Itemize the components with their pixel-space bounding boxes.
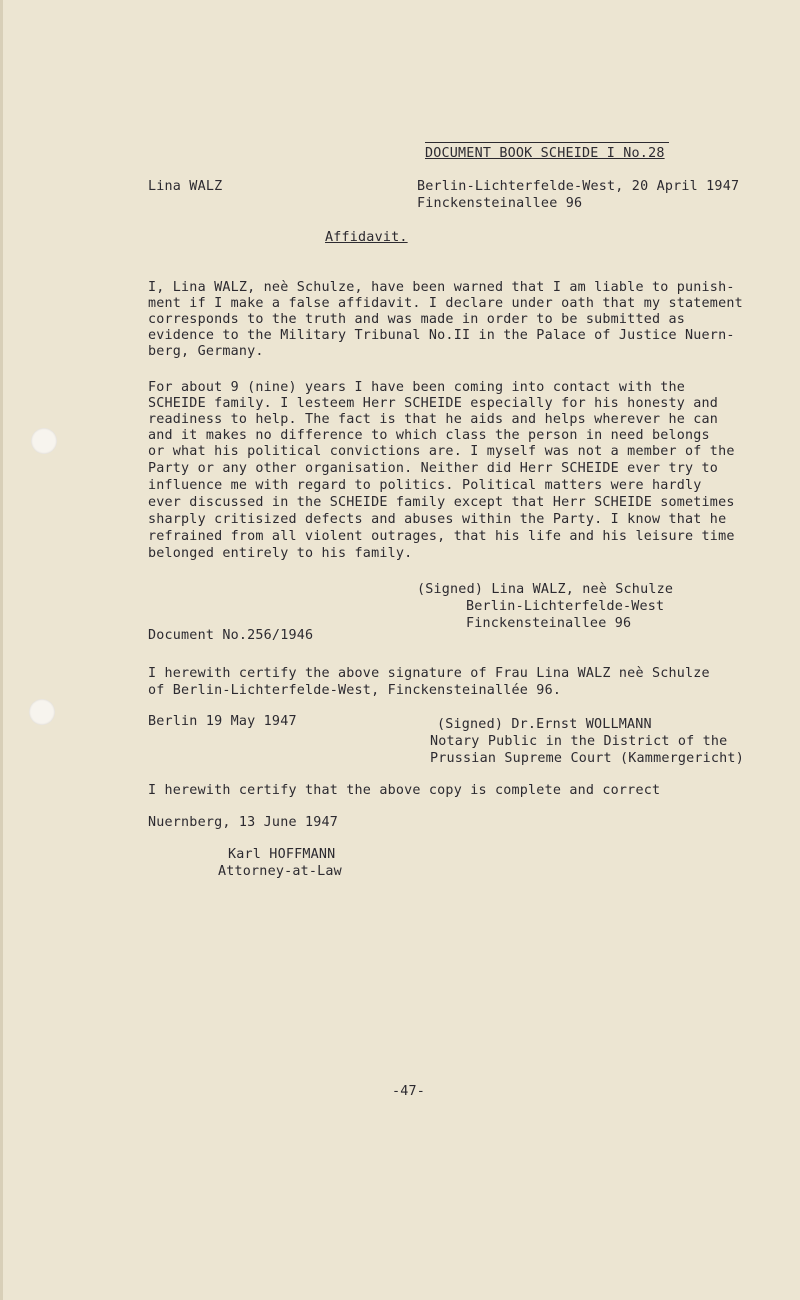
text-line: ever discussed in the SCHEIDE family except that Herr SCHEIDE sometimes [148,495,735,510]
text-line: and it makes no difference to which class the person in need belongs [148,428,710,443]
header-rule [425,142,669,143]
text-line: refrained from all violent outrages, that his life and his leisure time [148,529,735,544]
text-line: readiness to help. The fact is that he aids and helps wherever he can [148,412,719,427]
notary-date: Berlin 19 May 1947 [148,714,297,729]
document-title: Affidavit. [325,230,408,245]
punch-hole [31,428,57,454]
copy-certification: I herewith certify that the above copy is complete and correct [148,783,661,798]
text-line: SCHEIDE family. I lesteem Herr SCHEIDE especially for his honesty and [148,396,719,411]
text-line: Party or any other organisation. Neither did Herr SCHEIDE ever try to [148,461,719,476]
notary-line: Notary Public in the District of the [430,734,728,749]
street-address: Finckensteinallee 96 [417,196,583,211]
attorney-title: Attorney-at-Law [218,864,342,879]
place-date: Berlin-Lichterfelde-West, 20 April 1947 [417,179,740,194]
text-line: I, Lina WALZ, neè Schulze, have been warned that I am liable to punish- [148,280,735,295]
notary-line: Prussian Supreme Court (Kammergericht) [430,751,744,766]
certification-line: of Berlin-Lichterfelde-West, Finckensteinallée 96. [148,683,562,698]
text-line: ment if I make a false affidavit. I declare under oath that my statement [148,296,743,311]
place-date-nuernberg: Nuernberg, 13 June 1947 [148,815,339,830]
text-line: berg, Germany. [148,344,264,359]
certification-line: I herewith certify the above signature of Frau Lina WALZ neè Schulze [148,666,710,681]
text-line: belonged entirely to his family. [148,546,413,561]
signature-line: Berlin-Lichterfelde-West [466,599,665,614]
document-book-header: DOCUMENT BOOK SCHEIDE I No.28 [425,146,665,161]
page-number: -47- [392,1084,426,1099]
page-edge [0,0,3,1300]
text-line: corresponds to the truth and was made in order to be submitted as [148,312,686,327]
text-line: evidence to the Military Tribunal No.II in the Palace of Justice Nuern- [148,328,735,343]
text-line: For about 9 (nine) years I have been coming into contact with the [148,380,686,395]
notary-line: (Signed) Dr.Ernst WOLLMANN [437,717,652,732]
text-line: sharply critisized defects and abuses within the Party. I know that he [148,512,727,527]
signature-line: Finckensteinallee 96 [466,616,632,631]
punch-hole [29,699,55,725]
author-name: Lina WALZ [148,179,223,194]
text-line: or what his political convictions are. I myself was not a member of the [148,444,735,459]
text-line: influence me with regard to politics. Political matters were hardly [148,478,702,493]
document-number: Document No.256/1946 [148,628,314,643]
attorney-name: Karl HOFFMANN [228,847,336,862]
signature-line: (Signed) Lina WALZ, neè Schulze [417,582,674,597]
